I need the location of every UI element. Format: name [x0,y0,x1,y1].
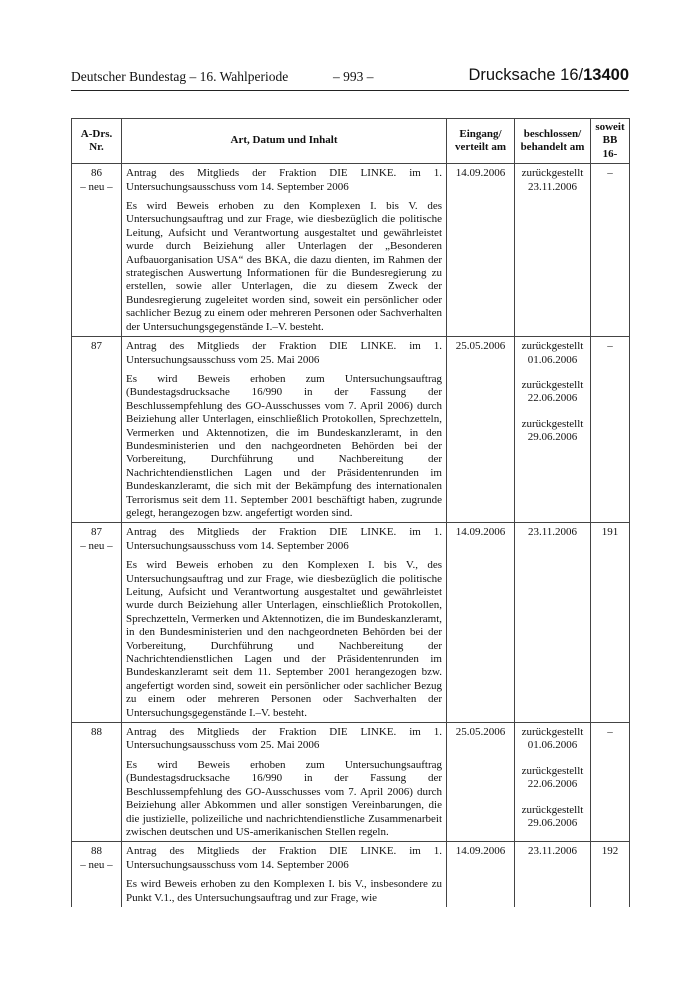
row-nr: 88 [91,726,102,739]
row-soweit: 192 [591,842,630,907]
col-header-soweit: soweit BB 16- [591,119,630,164]
doc-label: Drucksache 16/ [468,66,584,84]
row-body: Es wird Beweis erhoben zu den Komplexen I. bis V., insbesondere zu Punkt V.1., des Untersuchungsauftrag und zur Frage, wie [126,878,442,904]
row-number [72,337,122,523]
row-nr: 86 [91,167,102,180]
row-body: Es wird Beweis erhoben zum Untersuchungsauftrag (Bundestagsdrucksache 16/990 in der Fassung der Beschlussempfehlung des GO-Ausschusses vom 7. April 2006) durch Beiziehung aller Unterlagen, einschließlich Protokollen, Sprechzetteln, Vermerken und Aktennotizen, die im Bundeskanzleramt, in den Bundesministerien und den nachgeordneten Behörden bei der Vorbereitung, Durchführung und Nachbereitung der Nachrichtendienstlichen Lagen und der Präsidentenrunden im Bundeskanzleramt, die sich mit der Bekämpfung des internationalen Terrorismus seit dem 11. September 2001 beschäftigt haben, zugrunde gelegt, herangezogen bzw. angefertigt worden sind. [126,372,442,519]
row-content [122,723,447,842]
row-eingang: 14.09.2006 [447,523,515,723]
col-header-nr: A-Drs. Nr. [72,119,122,164]
row-number [72,523,122,723]
row-soweit: – [591,164,630,337]
beschlossen-entry: zurückgestellt 23.11.2006 [521,167,584,193]
row-number [72,842,122,907]
row-nr: 87 [91,340,102,353]
row-body: Es wird Beweis erhoben zum Untersuchungsauftrag (Bundestagsdrucksache 16/990 in der Fassung der Beschlussempfehlung des GO-Ausschusses vom 7. April 2006) durch Beiziehung aller Abkommen und aller sonstigen Vereinbarungen, die die justizielle, polizeiliche und nachrichtendienstliche Zusammenarbeit zwischen deutschen und US-amerikanischen Stellen regeln. [126,758,442,838]
table-row [72,523,630,723]
header-page-number: – 993 – [333,69,374,84]
doc-number: 13400 [583,66,629,84]
row-nr: 88 [91,845,102,858]
row-title: Antrag des Mitglieds der Fraktion DIE LINKE. im 1. Untersuchungsausschuss vom 14. September 2006 [126,526,442,552]
evidence-table [71,118,630,907]
row-nr-sub: – neu – [80,180,113,193]
col-header-beschlossen: beschlossen/ behandelt am [515,119,591,164]
beschlossen-entry: zurückgestellt 29.06.2006 [521,417,584,444]
beschlossen-entry: zurückgestellt 22.06.2006 [521,378,584,405]
beschlossen-entry: zurückgestellt 01.06.2006 [521,726,584,752]
col-header-inhalt: Art, Datum und Inhalt [122,119,447,164]
row-eingang: 25.05.2006 [447,337,515,523]
table-row [72,723,630,842]
row-title: Antrag des Mitglieds der Fraktion DIE LINKE. im 1. Untersuchungsausschuss vom 14. September 2006 [126,845,442,871]
header-rule [71,90,629,91]
row-content [122,337,447,523]
row-nr-sub: – neu – [80,539,113,552]
row-soweit: – [591,337,630,523]
row-body: Es wird Beweis erhoben zu den Komplexen I. bis V. des Untersuchungsauftrag und zur Frage, wie diesbezüglich die politische Leitung, Aufsicht und Verantwortung ausgestaltet und gewährleistet wurde durch Beiziehung aller Unterlagen der „Besonderen Aufbauorganisation USA“ des BKA, die dazu dienten, im Rahmen der strategischen Auswertung Informationen für die Bundesregierung zu erstellen, sowie aller Unterlagen, die zu diesem Zweck der Bundesregierung zugeleitet worden sind, soweit ein persönlicher oder sachlicher Bezug zu einem oder mehreren Personen oder Sachverhalten der Untersuchungsgegenstände I.–V. besteht. [126,200,442,333]
header-publication: Deutscher Bundestag – 16. Wahlperiode [71,69,289,84]
beschlossen-entry: zurückgestellt 01.06.2006 [521,340,584,366]
page-header [71,66,629,89]
table-row [72,337,630,523]
row-beschlossen [515,523,591,723]
row-number [72,723,122,842]
row-eingang: 25.05.2006 [447,723,515,842]
row-content [122,842,447,907]
row-content [122,164,447,337]
beschlossen-entry: 23.11.2006 [527,526,578,539]
table-header-row [72,119,630,164]
row-nr-sub: – neu – [80,858,113,871]
row-number [72,164,122,337]
row-beschlossen [515,337,591,523]
col-header-eingang: Eingang/ verteilt am [447,119,515,164]
beschlossen-entry: zurückgestellt 22.06.2006 [521,764,584,791]
row-content [122,523,447,723]
header-document-number [468,66,629,85]
row-soweit: 191 [591,523,630,723]
row-eingang: 14.09.2006 [447,842,515,907]
beschlossen-entry: 23.11.2006 [527,845,578,858]
row-body: Es wird Beweis erhoben zu den Komplexen I. bis V., des Untersuchungsauftrag und zur Frage, wie diesbezüglich die politische Leitung, Aufsicht und Verantwortung ausgestaltet und gewährleistet wurde durch Beiziehung aller Unterlagen, einschließlich Protokollen, Sprechzetteln, Vermerken und Aktennotizen, die im Bundeskanzleramt, in den Bundesministerien und den nachgeordneten Behörden bei der Vorbereitung, Durchführung und Nachbereitung der Nachrichtendienstlichen Lagen und der Präsidentenrunden im Bundeskanzleramt seit dem 11. September 2001 herangezogen bzw. angefertigt worden sind, soweit ein persönlicher oder sachlicher Bezug zu einem oder mehreren Personen oder Sachverhalten der Untersuchungsgegenstände I.–V. besteht. [126,559,442,719]
row-title: Antrag des Mitglieds der Fraktion DIE LINKE. im 1. Untersuchungsausschuss vom 14. September 2006 [126,167,442,193]
row-title: Antrag des Mitglieds der Fraktion DIE LINKE. im 1. Untersuchungsausschuss vom 25. Mai 2006 [126,726,442,752]
row-soweit: – [591,723,630,842]
row-beschlossen [515,164,591,337]
beschlossen-entry: zurückgestellt 29.06.2006 [521,803,584,830]
row-eingang: 14.09.2006 [447,164,515,337]
row-title: Antrag des Mitglieds der Fraktion DIE LINKE. im 1. Untersuchungsausschuss vom 25. Mai 2006 [126,340,442,366]
table-row [72,164,630,337]
table-row [72,842,630,907]
row-beschlossen [515,842,591,907]
row-nr: 87 [91,526,102,539]
row-beschlossen [515,723,591,842]
